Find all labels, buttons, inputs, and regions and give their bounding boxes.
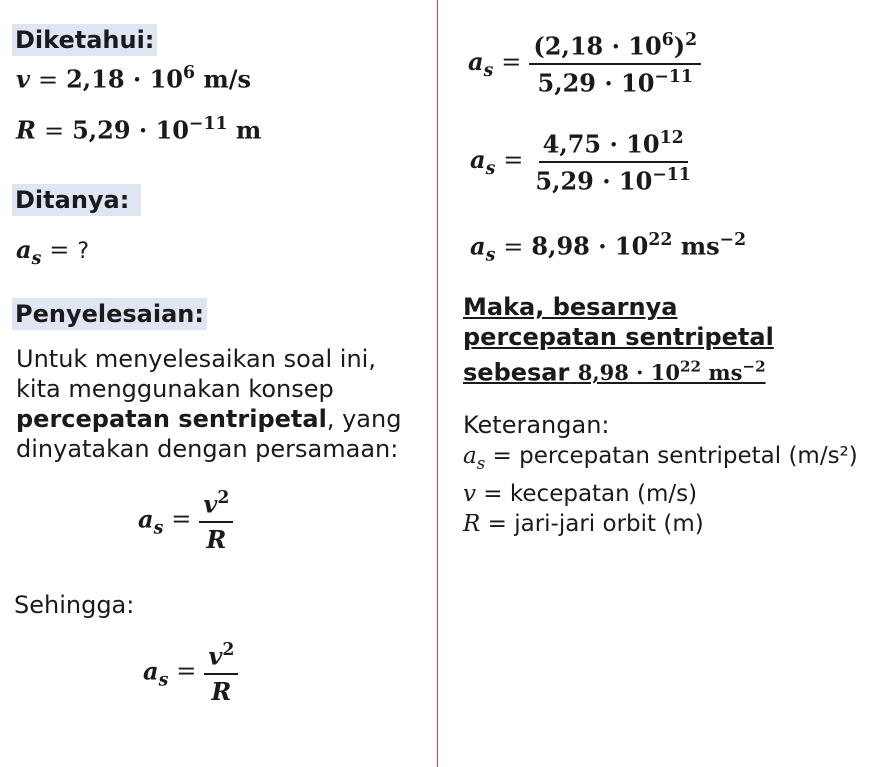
asked-symbol: a (16, 235, 32, 264)
intro-paragraph (16, 344, 426, 464)
step1-num-close: ) (673, 31, 686, 61)
velocity-symbol: v (16, 64, 30, 94)
step1-lhs: a (468, 47, 484, 76)
step1-fraction (529, 30, 701, 97)
step3-unit: ms (680, 231, 720, 261)
conclusion (463, 292, 774, 388)
radius-symbol: R (16, 115, 36, 145)
formula2-lhs-sub: s (158, 670, 169, 691)
intro-bold-term: percepatan sentripetal (16, 405, 327, 433)
formula1-fraction (199, 488, 233, 554)
conclusion-word: sebesar (463, 358, 570, 387)
step3-value: 8,98 · 10 (531, 231, 649, 261)
velocity-exponent: 6 (182, 63, 195, 83)
formula1-num: v (203, 489, 218, 519)
step2-den: 5,29 · 10 (535, 166, 653, 195)
step3-lhs-sub: s (485, 245, 496, 266)
intro-text-1: Untuk menyelesaikan soal ini, kita menggunakan konsep (16, 345, 376, 403)
step2-den-exp: −11 (652, 164, 691, 185)
legend-item (463, 509, 858, 539)
formula2-num: v (208, 641, 223, 671)
conclusion-exp: 22 (680, 358, 702, 376)
asked-subscript: s (31, 249, 42, 270)
step3-exp: 22 (648, 230, 673, 250)
asked-quantity: $a_s$ = ? (16, 235, 90, 270)
asked-unknown: ? (77, 239, 90, 264)
legend-sub: s (476, 453, 486, 473)
conclusion-unit: ms (708, 360, 743, 386)
conclusion-unit-exp: −2 (742, 358, 766, 376)
step1-num: (2,18 · 10 (533, 31, 662, 61)
radius-equation: $R = 5,29 \cdot 10^{-11}$ m (16, 114, 262, 145)
legend-list (463, 441, 858, 539)
step3-lhs: a (470, 231, 486, 261)
legend-text: = percepatan sentripetal (m/s²) (485, 443, 858, 469)
legend-text: = jari-jari orbit (m) (480, 510, 704, 537)
penyelesaian-heading: Penyelesaian: (12, 298, 207, 330)
step1-den: 5,29 · 10 (537, 68, 655, 97)
formula2-lhs: a (143, 656, 159, 686)
legend-symbol: a (463, 443, 477, 469)
intro-text-2: , yang dinyatakan dengan persamaan: (16, 405, 402, 463)
keterangan-heading: Keterangan: (463, 411, 610, 439)
conclusion-value: 8,98 · 10 (577, 360, 681, 386)
legend-symbol: R (463, 510, 481, 537)
conclusion-line-2: percepatan sentripetal (463, 323, 774, 351)
formula1-den: R (206, 524, 227, 554)
step2-num: 4,75 · 10 (542, 129, 660, 159)
calc-step-3: $a_s = 8,98 \cdot 10^{22}$ $ms^{-2}$ (470, 230, 747, 266)
step1-num-inner-exp: 6 (661, 30, 674, 50)
formula1-lhs-sub: s (153, 518, 164, 539)
velocity-equation: $v = 2,18 \cdot 10^6$ m/s (16, 63, 252, 94)
velocity-value: 2,18 · 10 (66, 64, 183, 94)
conclusion-line-3 (463, 352, 774, 388)
diketahui-heading: Diketahui: (12, 24, 157, 56)
step2-fraction (531, 128, 694, 195)
conclusion-line-1: Maka, besarnya (463, 293, 678, 321)
legend-item (463, 479, 858, 509)
legend-symbol: v (463, 480, 476, 507)
formula-sehingga: $a_s$ = $\frac{v^2}{R}$ (143, 640, 238, 706)
radius-unit: m (235, 115, 262, 145)
formula1-num-exp: 2 (217, 488, 230, 508)
legend-text: = kecepatan (m/s) (476, 480, 698, 507)
step2-num-exp: 12 (659, 128, 684, 148)
radius-value: 5,29 · 10 (72, 115, 189, 145)
step2-lhs-sub: s (485, 159, 496, 180)
formula2-fraction (204, 640, 238, 706)
sehingga-label: Sehingga: (14, 591, 135, 619)
velocity-unit: m/s (203, 64, 252, 94)
column-divider (437, 0, 438, 767)
formula2-num-exp: 2 (222, 640, 235, 660)
step1-lhs-sub: s (483, 61, 494, 82)
legend-item (463, 441, 858, 479)
formula-centripetal: $a_s$ = $\frac{v^2}{R}$ (138, 488, 233, 554)
step3-unit-exp: −2 (719, 230, 747, 250)
calc-step-2: $a_s$ = $\frac{4,75 \cdot 10^{12}}{5,29 \cdot 10^{-11}}$ (470, 128, 695, 195)
step2-lhs: a (470, 145, 486, 174)
formula1-lhs: a (138, 504, 154, 534)
step1-den-exp: −11 (654, 66, 693, 87)
formula2-den: R (211, 676, 232, 706)
step1-num-outer-exp: 2 (685, 30, 698, 50)
radius-exponent: −11 (188, 114, 228, 134)
calc-step-1: $a_s$ = $\frac{(2,18 \cdot 10^6)^2}{5,29 \cdot 10^{-11}}$ (468, 30, 701, 97)
ditanya-heading: Ditanya: (12, 184, 141, 216)
